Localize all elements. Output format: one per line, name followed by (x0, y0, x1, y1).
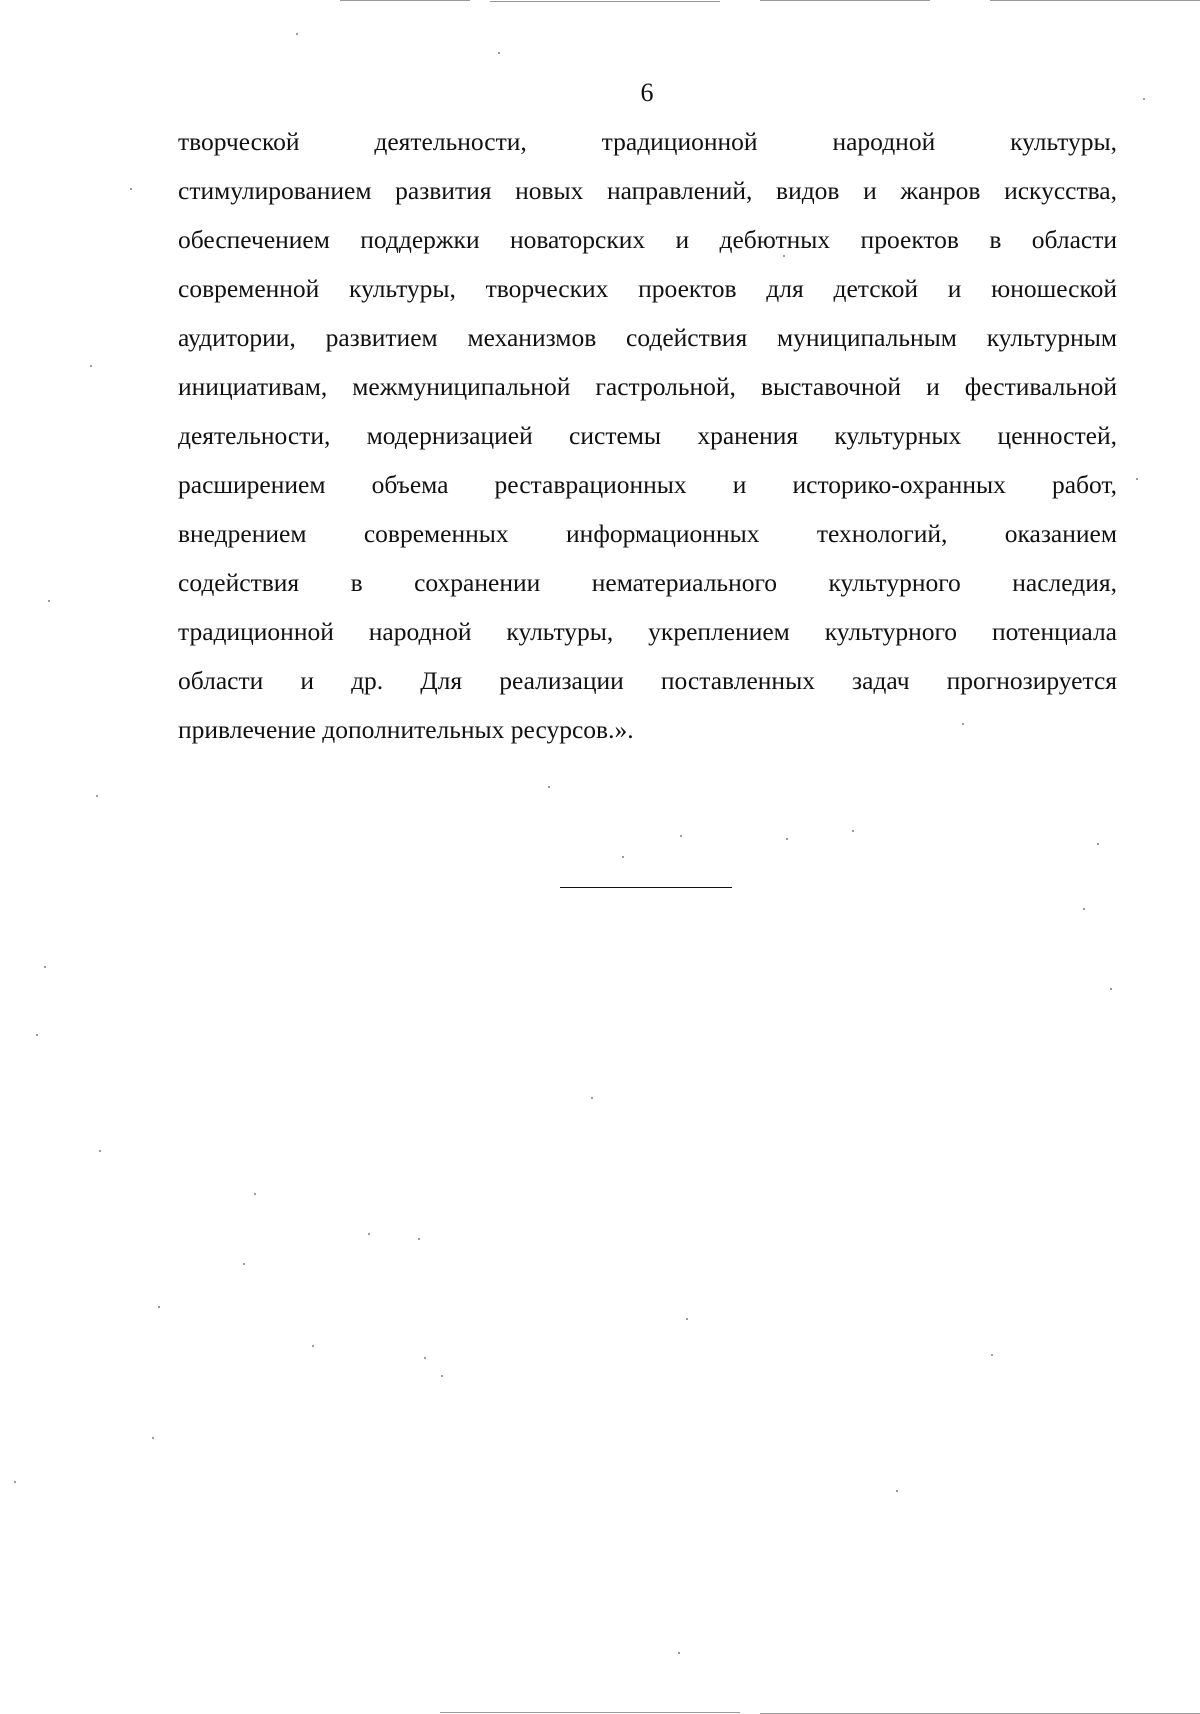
scan-speck (48, 600, 50, 602)
scan-speck (548, 786, 550, 788)
scan-speck (424, 1357, 426, 1359)
scan-speck (99, 1150, 101, 1152)
scan-speck (1136, 478, 1138, 480)
text-line: стимулированием развития новых направлений, видов и жанров искусства, (178, 176, 1117, 205)
page-number: 6 (640, 78, 654, 107)
scan-speck (158, 1306, 160, 1308)
text-line: расширением объема реставрационных и историко-охранных работ, (178, 470, 1117, 499)
scan-speck (36, 1034, 38, 1036)
text-line: современной культуры, творческих проектов для детской и юношеской (178, 274, 1117, 303)
text-line: обеспечением поддержки новаторских и дебютных проектов в области (178, 225, 1117, 254)
text-line: области и др. Для реализации поставленных задач прогнозируется (178, 666, 1117, 695)
body-paragraph (178, 120, 1117, 757)
text-line-last: привлечение дополнительных ресурсов.». (178, 715, 634, 744)
scan-edge-top (990, 0, 1200, 1)
end-of-text-rule (560, 887, 732, 888)
scan-speck (152, 1437, 154, 1439)
scan-speck (678, 1652, 680, 1654)
scan-speck (1110, 988, 1112, 990)
scan-speck (1143, 98, 1145, 100)
scan-speck (783, 255, 785, 257)
scan-speck (498, 52, 500, 54)
scan-speck (852, 830, 854, 832)
scan-edge-bottom (440, 1712, 740, 1713)
scan-speck (786, 838, 788, 840)
text-line: деятельности, модернизацией системы хранения культурных ценностей, (178, 421, 1117, 450)
scan-speck (991, 1354, 993, 1356)
scan-speck (1083, 908, 1085, 910)
scan-speck (14, 1481, 16, 1483)
scan-speck (418, 1238, 420, 1240)
text-line: традиционной народной культуры, укреплением культурного потенциала (178, 617, 1117, 646)
text-line: творческой деятельности, традиционной народной культуры, (178, 127, 1117, 156)
scan-speck (90, 365, 92, 367)
scan-edge-top (760, 0, 930, 1)
text-line: аудитории, развитием механизмов содействия муниципальным культурным (178, 323, 1117, 352)
text-line: внедрением современных информационных технологий, оказанием (178, 519, 1117, 548)
scan-edge-top (340, 0, 470, 1)
scan-speck (254, 1193, 256, 1195)
scan-speck (686, 1318, 688, 1320)
scan-edge-top (490, 1, 720, 2)
scan-speck (296, 33, 298, 35)
scan-speck (896, 1490, 898, 1492)
scan-speck (368, 1233, 370, 1235)
scan-speck (96, 795, 98, 797)
scan-speck (962, 723, 964, 725)
scan-speck (1097, 843, 1099, 845)
text-line: содействия в сохранении нематериального культурного наследия, (178, 568, 1117, 597)
scan-speck (312, 1345, 314, 1347)
scan-speck (680, 835, 682, 837)
scan-speck (441, 1375, 443, 1377)
scan-speck (243, 1263, 245, 1265)
scan-speck (44, 966, 46, 968)
text-line: инициативам, межмуниципальной гастрольной, выставочной и фестивальной (178, 372, 1117, 401)
scan-speck (591, 1097, 593, 1099)
scan-speck (130, 188, 132, 190)
scan-speck (622, 856, 624, 858)
